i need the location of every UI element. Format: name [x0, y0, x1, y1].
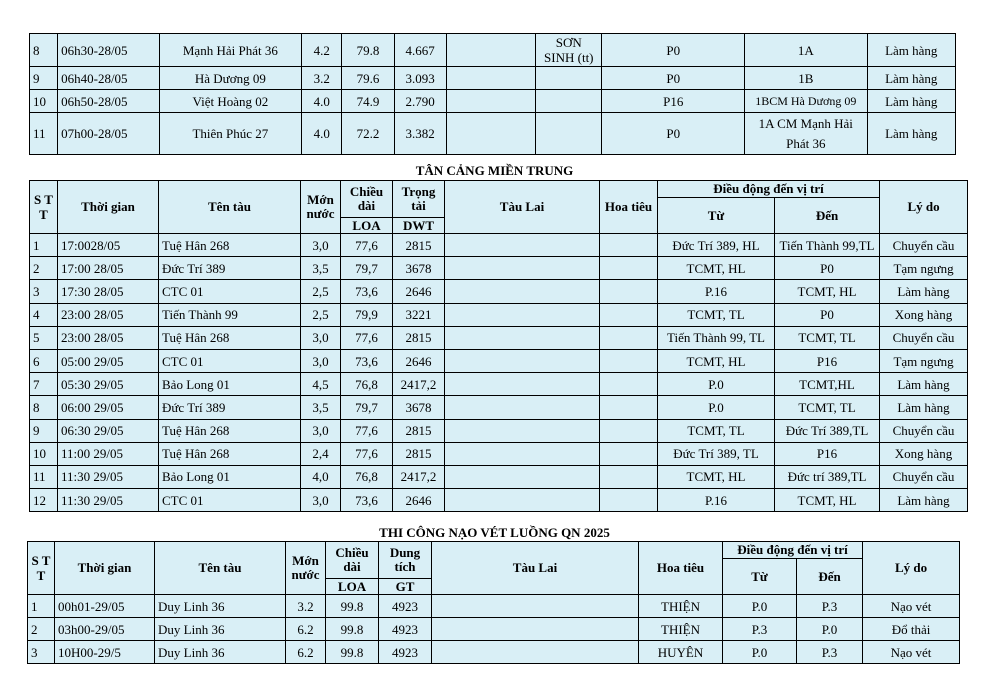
cell-length: 76,8 [341, 373, 393, 396]
cell-from: TCMT, HL [658, 349, 775, 372]
cell-ship: Bảo Long 01 [159, 373, 301, 396]
cell-load: 2815 [393, 442, 445, 465]
cell-length: 74.9 [342, 90, 394, 113]
table-row [30, 34, 956, 67]
cell-length: 79,7 [341, 257, 393, 280]
cell-reason: Tạm ngưng [880, 257, 968, 280]
cell-ship: Tuệ Hân 268 [159, 326, 301, 349]
cell-load: 3678 [393, 257, 445, 280]
table-row [30, 396, 968, 419]
cell-from: P.0 [658, 396, 775, 419]
header-pilot: Hoa tiêu [639, 542, 723, 595]
cell-load: 4923 [379, 641, 432, 664]
cell-to: P0 [775, 303, 880, 326]
header-tug: Tàu Lai [445, 181, 600, 234]
header-draft: Mớn nước [286, 542, 326, 595]
cell-to: P.3 [797, 641, 863, 664]
header-reason: Lý do [863, 542, 960, 595]
cell-time: 00h01-29/05 [55, 595, 155, 618]
cell-tug [446, 34, 535, 67]
cell-stt: 5 [30, 326, 58, 349]
cell-draft: 3,0 [301, 419, 341, 442]
cell-stt: 1 [30, 234, 58, 257]
cell-tug [445, 373, 600, 396]
cell-from: P16 [602, 90, 745, 113]
cell-tug [445, 280, 600, 303]
cell-time: 17:30 28/05 [58, 280, 159, 303]
cell-reason: Xong hàng [880, 442, 968, 465]
header-move: Điều động đến vị trí [723, 542, 863, 559]
cell-ship: Mạnh Hải Phát 36 [159, 34, 302, 67]
table-row [30, 90, 956, 113]
header-load: Trọng tải [393, 181, 445, 218]
cell-draft: 2,5 [301, 280, 341, 303]
cell-ship: Việt Hoàng 02 [159, 90, 302, 113]
cell-stt: 9 [30, 419, 58, 442]
table-nao-vet [27, 541, 960, 664]
cell-stt: 3 [30, 280, 58, 303]
cell-pilot [600, 465, 658, 488]
cell-to: Tiến Thành 99,TL [775, 234, 880, 257]
cell-length: 77,6 [341, 419, 393, 442]
cell-load: 3221 [393, 303, 445, 326]
cell-from: P.0 [723, 595, 797, 618]
table-row [30, 326, 968, 349]
cell-pilot [536, 67, 602, 90]
cell-from: P.3 [723, 618, 797, 641]
cell-tug [445, 349, 600, 372]
cell-reason: Chuyển cầu [880, 234, 968, 257]
table-row [30, 113, 956, 155]
cell-ship: CTC 01 [159, 489, 301, 512]
cell-pilot [600, 396, 658, 419]
cell-from: P0 [602, 34, 745, 67]
cell-stt: 8 [30, 396, 58, 419]
cell-tug [445, 303, 600, 326]
header-length: Chiều dài [341, 181, 393, 218]
header-stt: S T T [28, 542, 55, 595]
cell-to: P16 [775, 442, 880, 465]
header-to: Đến [797, 559, 863, 595]
table-row [30, 303, 968, 326]
cell-pilot [600, 326, 658, 349]
cell-stt: 9 [30, 67, 58, 90]
cell-reason: Làm hàng [867, 113, 955, 155]
cell-tug [432, 595, 639, 618]
cell-stt: 6 [30, 349, 58, 372]
header-from: Từ [723, 559, 797, 595]
cell-time: 06h50-28/05 [58, 90, 159, 113]
cell-time: 05:00 29/05 [58, 349, 159, 372]
section-title: TÂN CẢNG MIỀN TRUNG [415, 163, 574, 178]
header-pilot: Hoa tiêu [600, 181, 658, 234]
cell-from: TCMT, HL [658, 257, 775, 280]
cell-reason: Làm hàng [867, 90, 955, 113]
cell-pilot [536, 113, 602, 155]
cell-stt: 2 [30, 257, 58, 280]
cell-reason: Nạo vét [863, 641, 960, 664]
cell-tug [446, 113, 535, 155]
cell-to: 1A CM Mạnh Hải Phát 36 [745, 113, 868, 155]
cell-ship: CTC 01 [159, 280, 301, 303]
cell-to: TCMT, HL [775, 280, 880, 303]
cell-time: 17:0028/05 [58, 234, 159, 257]
cell-load: 3.382 [394, 113, 446, 155]
table-row [30, 234, 968, 257]
cell-ship: CTC 01 [159, 349, 301, 372]
header-load-unit: DWT [393, 218, 445, 234]
cell-draft: 6.2 [286, 618, 326, 641]
cell-length: 73,6 [341, 489, 393, 512]
cell-reason: Làm hàng [880, 489, 968, 512]
table-row [30, 373, 968, 396]
cell-from: P.0 [723, 641, 797, 664]
cell-from: TCMT, TL [658, 303, 775, 326]
cell-to: P.3 [797, 595, 863, 618]
table-row [30, 67, 956, 90]
cell-load: 2417,2 [393, 465, 445, 488]
cell-draft: 4,5 [301, 373, 341, 396]
cell-draft: 4.0 [302, 113, 342, 155]
cell-from: P.16 [658, 280, 775, 303]
cell-tug [445, 489, 600, 512]
cell-time: 06:30 29/05 [58, 419, 159, 442]
cell-to: P.0 [797, 618, 863, 641]
cell-stt: 4 [30, 303, 58, 326]
cell-reason: Làm hàng [867, 67, 955, 90]
cell-reason: Làm hàng [880, 373, 968, 396]
cell-to: 1A [745, 34, 868, 67]
cell-load: 2417,2 [393, 373, 445, 396]
cell-time: 06h40-28/05 [58, 67, 159, 90]
cell-from: P.16 [658, 489, 775, 512]
cell-load: 4.667 [394, 34, 446, 67]
cell-load: 2.790 [394, 90, 446, 113]
cell-to: TCMT, HL [775, 489, 880, 512]
cell-stt: 11 [30, 465, 58, 488]
cell-time: 17:00 28/05 [58, 257, 159, 280]
cell-length: 79,9 [341, 303, 393, 326]
cell-draft: 3,0 [301, 349, 341, 372]
header-from: Từ [658, 198, 775, 234]
cell-draft: 3.2 [302, 67, 342, 90]
cell-draft: 2,5 [301, 303, 341, 326]
cell-length: 77,6 [341, 442, 393, 465]
cell-load: 2815 [393, 419, 445, 442]
cell-stt: 1 [28, 595, 55, 618]
cell-to: P16 [775, 349, 880, 372]
cell-ship: Tuệ Hân 268 [159, 419, 301, 442]
header-length-unit: LOA [341, 218, 393, 234]
cell-stt: 2 [28, 618, 55, 641]
cell-ship: Duy Linh 36 [155, 618, 286, 641]
cell-from: TCMT, HL [658, 465, 775, 488]
cell-to: 1BCM Hà Dương 09 [745, 90, 868, 113]
cell-pilot: HUYÊN [639, 641, 723, 664]
cell-reason: Tạm ngưng [880, 349, 968, 372]
cell-length: 72.2 [342, 113, 394, 155]
cell-ship: Đức Trí 389 [159, 257, 301, 280]
cell-ship: Tuệ Hân 268 [159, 234, 301, 257]
cell-tug [446, 67, 535, 90]
cell-pilot [600, 373, 658, 396]
cell-load: 3.093 [394, 67, 446, 90]
cell-pilot: SƠN SINH (tt) [536, 34, 602, 67]
cell-from: Tiến Thành 99, TL [658, 326, 775, 349]
cell-pilot [600, 303, 658, 326]
cell-ship: Tuệ Hân 268 [159, 442, 301, 465]
cell-load: 3678 [393, 396, 445, 419]
cell-to: TCMT, TL [775, 326, 880, 349]
table-row [30, 349, 968, 372]
cell-from: TCMT, TL [658, 419, 775, 442]
cell-ship: Bảo Long 01 [159, 465, 301, 488]
cell-tug [445, 442, 600, 465]
cell-stt: 8 [30, 34, 58, 67]
cell-time: 06:00 29/05 [58, 396, 159, 419]
cell-load: 2815 [393, 234, 445, 257]
cell-to: TCMT, TL [775, 396, 880, 419]
cell-to: 1B [745, 67, 868, 90]
cell-tug [445, 326, 600, 349]
cell-length: 99.8 [326, 618, 379, 641]
cell-draft: 3,5 [301, 257, 341, 280]
cell-pilot: THIỆN [639, 595, 723, 618]
cell-draft: 2,4 [301, 442, 341, 465]
cell-tug [446, 90, 535, 113]
table-row [28, 595, 960, 618]
cell-stt: 3 [28, 641, 55, 664]
cell-load: 4923 [379, 595, 432, 618]
cell-tug [445, 257, 600, 280]
section-title: THI CÔNG NẠO VÉT LUỒNG QN 2025 [379, 525, 610, 540]
cell-tug [445, 465, 600, 488]
cell-stt: 11 [30, 113, 58, 155]
cell-pilot [536, 90, 602, 113]
header-move: Điều động đến vị trí [658, 181, 880, 198]
cell-stt: 10 [30, 90, 58, 113]
cell-tug [445, 234, 600, 257]
cell-length: 79.8 [342, 34, 394, 67]
cell-draft: 3,5 [301, 396, 341, 419]
header-ship: Tên tàu [155, 542, 286, 595]
cell-ship: Tiến Thành 99 [159, 303, 301, 326]
cell-pilot [600, 280, 658, 303]
header-capacity: Dung tích [379, 542, 432, 579]
table-row [30, 257, 968, 280]
cell-pilot [600, 257, 658, 280]
cell-length: 73,6 [341, 280, 393, 303]
cell-draft: 4,0 [301, 465, 341, 488]
cell-draft: 3,0 [301, 326, 341, 349]
cell-time: 11:30 29/05 [58, 465, 159, 488]
cell-from: P0 [602, 67, 745, 90]
cell-from: P0 [602, 113, 745, 155]
header-stt: S T T [30, 181, 58, 234]
cell-ship: Đức Trí 389 [159, 396, 301, 419]
cell-draft: 3,0 [301, 489, 341, 512]
table-row [30, 465, 968, 488]
cell-reason: Xong hàng [880, 303, 968, 326]
cell-ship: Duy Linh 36 [155, 595, 286, 618]
cell-tug [445, 419, 600, 442]
table-continuation [29, 33, 956, 155]
cell-length: 77,6 [341, 234, 393, 257]
cell-length: 99.8 [326, 595, 379, 618]
table-row [28, 641, 960, 664]
cell-reason: Chuyển cầu [880, 465, 968, 488]
cell-time: 23:00 28/05 [58, 326, 159, 349]
cell-from: Đức Trí 389, TL [658, 442, 775, 465]
cell-draft: 6.2 [286, 641, 326, 664]
cell-tug [432, 618, 639, 641]
header-time: Thời gian [58, 181, 159, 234]
cell-reason: Làm hàng [880, 280, 968, 303]
cell-pilot [600, 234, 658, 257]
cell-to: P0 [775, 257, 880, 280]
cell-reason: Làm hàng [880, 396, 968, 419]
cell-time: 07h00-28/05 [58, 113, 159, 155]
cell-to: Đức trí 389,TL [775, 465, 880, 488]
header-length: Chiều dài [326, 542, 379, 579]
table-tan-cang [29, 180, 968, 512]
cell-ship: Hà Dương 09 [159, 67, 302, 90]
cell-length: 79,7 [341, 396, 393, 419]
cell-from: P.0 [658, 373, 775, 396]
header-tug: Tàu Lai [432, 542, 639, 595]
cell-load: 2815 [393, 326, 445, 349]
cell-time: 23:00 28/05 [58, 303, 159, 326]
cell-stt: 12 [30, 489, 58, 512]
cell-draft: 4.0 [302, 90, 342, 113]
cell-length: 73,6 [341, 349, 393, 372]
cell-reason: Nạo vét [863, 595, 960, 618]
header-ship: Tên tàu [159, 181, 301, 234]
cell-pilot [600, 349, 658, 372]
cell-load: 2646 [393, 489, 445, 512]
cell-reason: Chuyển cầu [880, 326, 968, 349]
header-length-unit: LOA [326, 579, 379, 595]
cell-time: 11:00 29/05 [58, 442, 159, 465]
header-capacity-unit: GT [379, 579, 432, 595]
table-row [30, 442, 968, 465]
cell-pilot [600, 419, 658, 442]
cell-time: 10H00-29/5 [55, 641, 155, 664]
header-draft: Mớn nước [301, 181, 341, 234]
cell-length: 99.8 [326, 641, 379, 664]
cell-pilot [600, 442, 658, 465]
cell-from: Đức Trí 389, HL [658, 234, 775, 257]
cell-load: 2646 [393, 280, 445, 303]
cell-draft: 3,0 [301, 234, 341, 257]
table-row [30, 280, 968, 303]
table-row [30, 489, 968, 512]
cell-to: TCMT,HL [775, 373, 880, 396]
cell-draft: 3.2 [286, 595, 326, 618]
cell-ship: Thiên Phúc 27 [159, 113, 302, 155]
cell-length: 77,6 [341, 326, 393, 349]
cell-ship: Duy Linh 36 [155, 641, 286, 664]
header-reason: Lý do [880, 181, 968, 234]
cell-pilot: THIỆN [639, 618, 723, 641]
cell-stt: 7 [30, 373, 58, 396]
cell-to: Đức Trí 389,TL [775, 419, 880, 442]
cell-reason: Chuyển cầu [880, 419, 968, 442]
cell-reason: Làm hàng [867, 34, 955, 67]
cell-time: 05:30 29/05 [58, 373, 159, 396]
table-row [30, 419, 968, 442]
header-time: Thời gian [55, 542, 155, 595]
cell-reason: Đổ thải [863, 618, 960, 641]
cell-time: 03h00-29/05 [55, 618, 155, 641]
cell-load: 2646 [393, 349, 445, 372]
cell-length: 79.6 [342, 67, 394, 90]
cell-tug [432, 641, 639, 664]
cell-time: 06h30-28/05 [58, 34, 159, 67]
table-row [28, 618, 960, 641]
header-to: Đến [775, 198, 880, 234]
cell-pilot [600, 489, 658, 512]
cell-length: 76,8 [341, 465, 393, 488]
cell-time: 11:30 29/05 [58, 489, 159, 512]
cell-tug [445, 396, 600, 419]
cell-stt: 10 [30, 442, 58, 465]
cell-load: 4923 [379, 618, 432, 641]
cell-draft: 4.2 [302, 34, 342, 67]
